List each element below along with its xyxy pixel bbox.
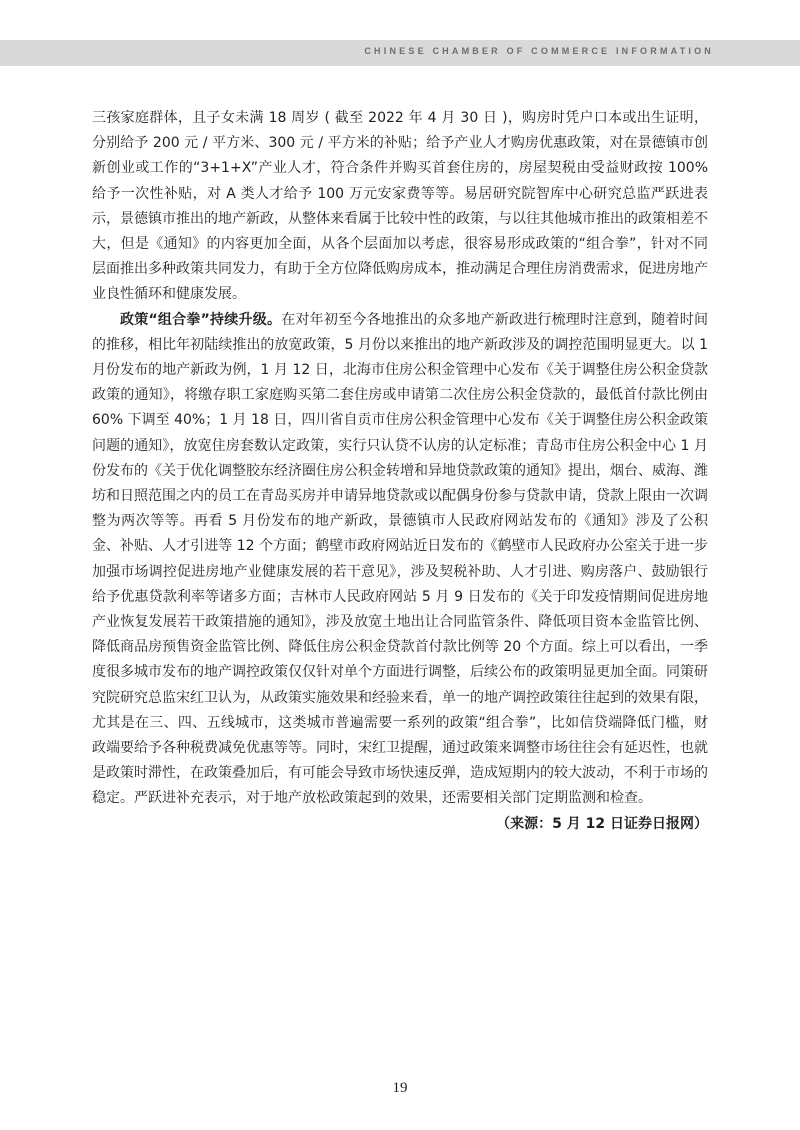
- article-body: [92, 106, 708, 837]
- paragraph-1: 三孩家庭群体，且子女未满 18 周岁 ( 截至 2022 年 4 月 30 日 )，购房时凭户口本或出生证明，分别给予 200 元 / 平方米、300 元 / 平方米的补贴；给予产业人才购房优惠政策，对在景德镇市创新创业或工作的“3+1+X”产业人才，符合条件并购买首套住房的，房屋契税由受益财政按 100% 给予一次性补贴，对 A 类人才给予 100 万元安家费等等。易居研究院智库中心研究总监严跃进表示，景德镇市推出的地产新政，从整体来看属于比较中性的政策，与以往其他城市推出的政策相差不大，但是《通知》的内容更加全面，从各个层面加以考虑，很容易形成政策的“组合拳”，针对不同层面推出多种政策共同发力，有助于全方位降低购房成本，推动满足合理住房消费需求，促进房地产业良性循环和健康发展。: [92, 110, 708, 303]
- paragraph-2: [92, 308, 708, 812]
- source-citation: （来源：5 月 12 日证券日报网）: [496, 815, 708, 832]
- header-title: CHINESE CHAMBER OF COMMERCE INFORMATION: [364, 46, 714, 56]
- paragraph-2-text: 在对年初至今各地推出的众多地产新政进行梳理时注意到，随着时间的推移，相比年初陆续推出的放宽政策，5 月份以来推出的地产新政涉及的调控范围明显更大。以 1 月份发布的地产新政为例，1 月 12 日，北海市住房公积金管理中心发布《关于调整住房公积金贷款政策的通知》，将缴存职工家庭购买第二套住房或申请第二次住房公积金贷款的，最低首付款比例由 60% 下调至 40%；1 月 18 日，四川省自贡市住房公积金管理中心发布《关于调整住房公积金政策问题的通知》，放宽住房套数认定政策，实行只认贷不认房的认定标准；青岛市住房公积金中心 1 月份发布的《关于优化调整胶东经济圈住房公积金转增和异地贷款政策的通知》提出，烟台、威海、潍坊和日照范围之内的员工在青岛买房并申请异地贷款或以配偶身份参与贷款申请，贷款上限由一次调整为两次等等。再看 5 月份发布的地产新政，景德镇市人民政府网站发布的《通知》涉及了公积金、补贴、人才引进等 12 个方面；鹤壁市政府网站近日发布的《鹤壁市人民政府办公室关于进一步加强市场调控促进房地产业健康发展的若干意见》，涉及契税补助、人才引进、购房落户、鼓励银行给予优惠贷款利率等诸多方面；吉林市人民政府网站 5 月 9 日发布的《关于印发疫情期间促进房地产业恢复发展若干政策措施的通知》，涉及放宽土地出让合同监管条件、降低项目资本金监管比例、降低商品房预售资金监管比例、降低住房公积金贷款首付款比例等 20 个方面。综上可以看出，一季度很多城市发布的地产调控政策仅仅针对单个方面进行调整，后续公布的政策明显更加全面。同策研究院研究总监宋红卫认为，从政策实施效果和经验来看，单一的地产调控政策往往起到的效果有限，尤其是在三、四、五线城市，这类城市普遍需要一系列的政策“组合拳”，比如信贷端降低门槛，财政端要给予各种税费减免优惠等等。同时，宋红卫提醒，通过政策来调整市场往往会有延迟性，也就是政策时滞性，在政策叠加后，有可能会导致市场快速反弹，造成短期内的较大波动，不利于市场的稳定。严跃进补充表示，对于地产放松政策起到的效果，还需要相关部门定期监测和检查。: [92, 311, 709, 807]
- header-bar: [0, 40, 800, 66]
- paragraph-2-lead: 政策“组合拳”持续升级。: [120, 311, 282, 328]
- page-number: 19: [392, 1080, 408, 1096]
